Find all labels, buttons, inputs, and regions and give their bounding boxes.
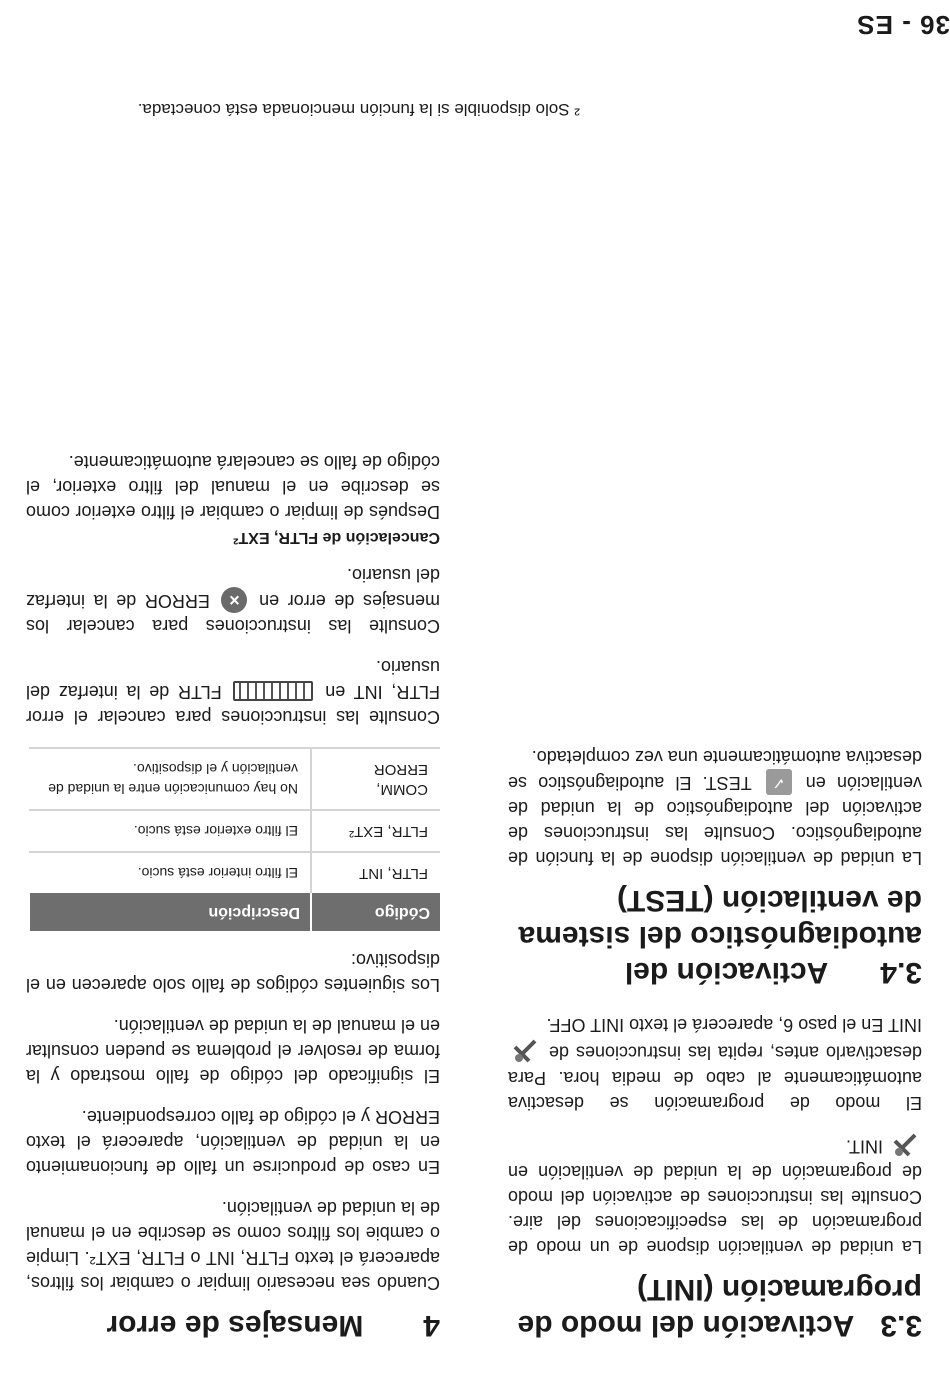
error-codes-table [28,747,440,931]
section-3-3-number: 3.3 [880,1309,922,1342]
tool-icon [891,1131,919,1159]
left-column [508,728,922,1343]
section-3-4-paragraph-1: La unidad de ventilación dispone de la función de autodiagnóstico. Consulte las instrucciones de activación del autodiagnóstico de la unidad de ventilación en ✓ TEST. El autodiagnóstico se desactiva automáticamente una vez completado. [508,746,922,868]
section-4-paragraph-3: El significado del código de fallo mostrado y la forma de resolver el problema se pueden consultar en el manual de la unidad de ventilación. [26,1016,440,1086]
error-icon: × [222,587,248,613]
table-header-row [29,893,440,931]
section-4-heading [26,1307,440,1343]
table-header-description: Descripción [29,893,311,931]
table-cell-description: El filtro interior está sucio. [29,852,311,893]
section-3-4-number: 3.4 [880,956,922,989]
table-row [29,748,440,810]
section-4-paragraph-5: Consulte las instrucciones para cancelar el error FLTR, INT en FLTR de la interfaz del usuario. [26,657,440,727]
table-cell-code: FLTR, EXT² [311,810,440,852]
table-row [29,852,440,893]
footnote: ² Solo disponible si la función mencionada está conectada. [137,100,580,119]
section-3-4-title: Activación del autodiagnóstico del sistema de ventilación (TEST) [518,884,922,989]
section-3-3-heading [508,1271,922,1343]
section-4-number: 4 [423,1309,440,1342]
filter-icon [233,681,313,701]
section-3-3-paragraph-2: El modo de programación se desactiva automáticamente al cabo de media hora. Para desactivarlo antes, repita las instrucciones de INIT En el paso 6, aparecerá el texto INIT OFF. [508,1015,922,1113]
right-column [26,433,440,1343]
page-number: 36 - ES [856,10,950,40]
section-4-paragraph-6: Consulte las instrucciones para cancelar los mensajes de error en × ERROR de la interfaz del usuario. [26,564,440,636]
section-3-4-heading [508,882,922,990]
section-4-paragraph-1: Cuando sea necesario limpiar o cambiar los filtros, aparecerá el texto FLTR, INT o FLTR, EXT². Limpie o cambie los filtros como se describe en el manual de la unidad de ventilación. [26,1198,440,1293]
section-4-paragraph-7: Después de limpiar o cambiar el filtro exterior como se describe en el manual del filtro exterior, el código de fallo se cancelará automáticamente. [26,451,440,522]
table-cell-description: El filtro exterior está sucio. [29,810,311,852]
table-cell-description: No hay comunicación entre la unidad de ventilación y el dispositivo. [29,748,311,810]
section-4-paragraph-2: En caso de producirse un fallo de funcionamiento en la unidad de ventilación, aparecerá el texto ERROR y el código de fallo correspondiente. [26,1107,440,1177]
test-icon: ✓ [766,769,792,795]
table-cell-code: FLTR, INT [311,852,440,893]
section-4-subheading: Cancelación de FLTR, EXT² [233,528,440,546]
tool-icon [511,1037,539,1065]
section-4-title: Mensajes de error [106,1309,364,1342]
section-3-3-paragraph-1: La unidad de ventilación dispone de un modo de programación de las especificaciones del aire. Consulte las instrucciones de activación del modo de programación de la unidad de ventilación en INIT. [508,1131,922,1259]
table-header-code: Código [311,893,440,931]
table-row [29,810,440,852]
section-4-paragraph-4: Los siguientes códigos de fallo solo aparecen en el dispositivo: [26,950,440,995]
table-cell-code: COMM, ERROR [311,748,440,810]
section-3-3-title: Activación del modo de programación (INIT) [517,1273,922,1342]
